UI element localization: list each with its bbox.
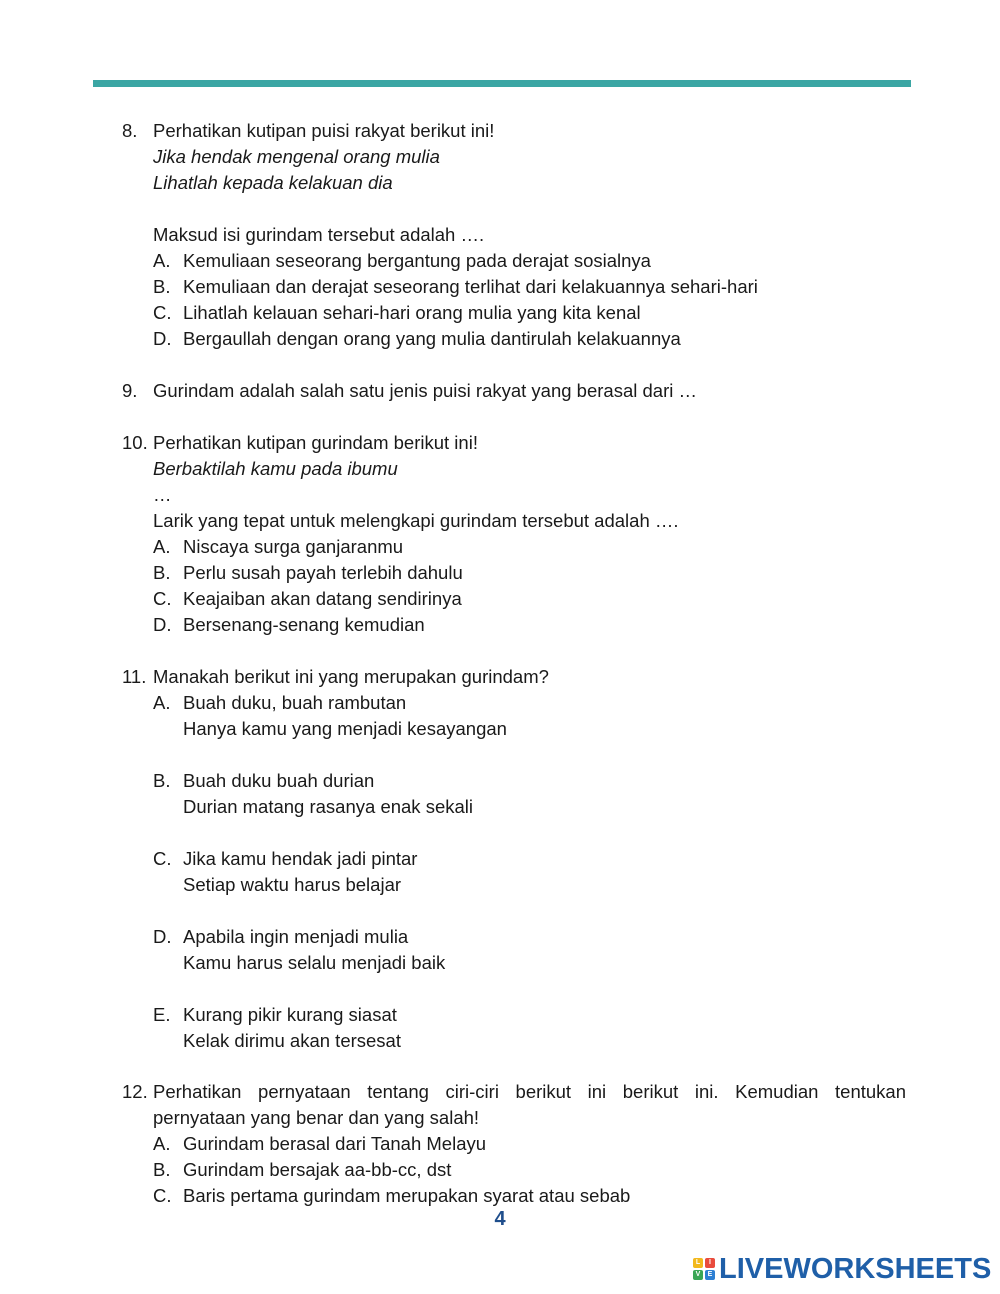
question-10-option-c[interactable]: Keajaiban akan datang sendirinya (183, 588, 462, 609)
header-divider (93, 80, 911, 87)
question-8-verse-line: Lihatlah kepada kelakuan dia (153, 172, 393, 193)
question-11-prompt: Manakah berikut ini yang merupakan gurindam? (153, 666, 549, 687)
question-11-option-d-line2[interactable]: Kamu harus selalu menjadi baik (183, 952, 446, 973)
question-8-question: Maksud isi gurindam tersebut adalah …. (153, 224, 485, 245)
option-letter: A. (153, 536, 171, 557)
question-12-number: 12. (122, 1081, 148, 1102)
option-letter: E. (153, 1004, 171, 1025)
question-11-option-b-line2[interactable]: Durian matang rasanya enak sekali (183, 796, 473, 817)
question-8-verse-line: Jika hendak mengenal orang mulia (153, 146, 440, 167)
page-number: 4 (494, 1208, 506, 1230)
option-letter: B. (153, 276, 171, 297)
question-11-option-e[interactable]: Kurang pikir kurang siasat (183, 1004, 397, 1025)
question-11-option-c-line2[interactable]: Setiap waktu harus belajar (183, 874, 402, 895)
question-8-option-b[interactable]: Kemuliaan dan derajat seseorang terlihat dari kelakuannya sehari-hari (183, 276, 758, 297)
question-10-number: 10. (122, 432, 148, 453)
logo-grid-icon (693, 1258, 715, 1280)
option-letter: C. (153, 588, 172, 609)
liveworksheets-logo[interactable] (693, 1254, 991, 1284)
question-9-number: 9. (122, 380, 138, 401)
question-8-option-a[interactable]: Kemuliaan seseorang bergantung pada derajat sosialnya (183, 250, 651, 271)
question-10-question: Larik yang tepat untuk melengkapi gurindam tersebut adalah …. (153, 510, 679, 531)
logo-tile-icon: I (705, 1258, 715, 1268)
option-letter: D. (153, 328, 172, 349)
question-11-option-e-line2[interactable]: Kelak dirimu akan tersesat (183, 1030, 401, 1051)
question-10-option-a[interactable]: Niscaya surga ganjaranmu (183, 536, 404, 557)
option-letter: B. (153, 562, 171, 583)
question-9-prompt: Gurindam adalah salah satu jenis puisi rakyat yang berasal dari … (153, 380, 697, 401)
question-8-option-d[interactable]: Bergaullah dengan orang yang mulia dantirulah kelakuannya (183, 328, 681, 349)
option-letter: D. (153, 614, 172, 635)
question-11-option-c[interactable]: Jika kamu hendak jadi pintar (183, 848, 418, 869)
logo-tile-icon: V (693, 1270, 703, 1280)
logo-text: LIVEWORKSHEETS (719, 1253, 992, 1285)
logo-tile-icon: E (705, 1270, 715, 1280)
question-11-option-a-line2[interactable]: Hanya kamu yang menjadi kesayangan (183, 718, 507, 739)
question-11-option-b[interactable]: Buah duku buah durian (183, 770, 375, 791)
option-letter: C. (153, 302, 172, 323)
option-letter: A. (153, 250, 171, 271)
question-8-prompt: Perhatikan kutipan puisi rakyat berikut ini! (153, 120, 495, 141)
question-10-option-b[interactable]: Perlu susah payah terlebih dahulu (183, 562, 463, 583)
option-letter: A. (153, 692, 171, 713)
question-12-prompt: Perhatikan pernyataan tentang ciri-ciri berikut ini berikut ini. Kemudian tentukan (153, 1081, 906, 1102)
option-letter: B. (153, 1159, 171, 1180)
option-letter: D. (153, 926, 172, 947)
question-8-number: 8. (122, 120, 138, 141)
question-12-statement-a[interactable]: Gurindam berasal dari Tanah Melayu (183, 1133, 487, 1154)
question-10-prompt: Perhatikan kutipan gurindam berikut ini! (153, 432, 478, 453)
question-10-option-d[interactable]: Bersenang-senang kemudian (183, 614, 425, 635)
question-12-statement-b[interactable]: Gurindam bersajak aa-bb-cc, dst (183, 1159, 452, 1180)
question-8-option-c[interactable]: Lihatlah kelauan sehari-hari orang mulia yang kita kenal (183, 302, 641, 323)
option-letter: A. (153, 1133, 171, 1154)
option-letter: C. (153, 848, 172, 869)
option-letter: C. (153, 1185, 172, 1206)
question-12-prompt-line2: pernyataan yang benar dan yang salah! (153, 1107, 480, 1128)
question-10-verse-line: Berbaktilah kamu pada ibumu (153, 458, 398, 479)
question-12-statement-c[interactable]: Baris pertama gurindam merupakan syarat atau sebab (183, 1185, 631, 1206)
question-11-option-d[interactable]: Apabila ingin menjadi mulia (183, 926, 409, 947)
option-letter: B. (153, 770, 171, 791)
question-11-option-a[interactable]: Buah duku, buah rambutan (183, 692, 407, 713)
question-10-verse-ellipsis: … (153, 484, 172, 505)
question-11-number: 11. (122, 666, 147, 687)
logo-tile-icon: L (693, 1258, 703, 1268)
